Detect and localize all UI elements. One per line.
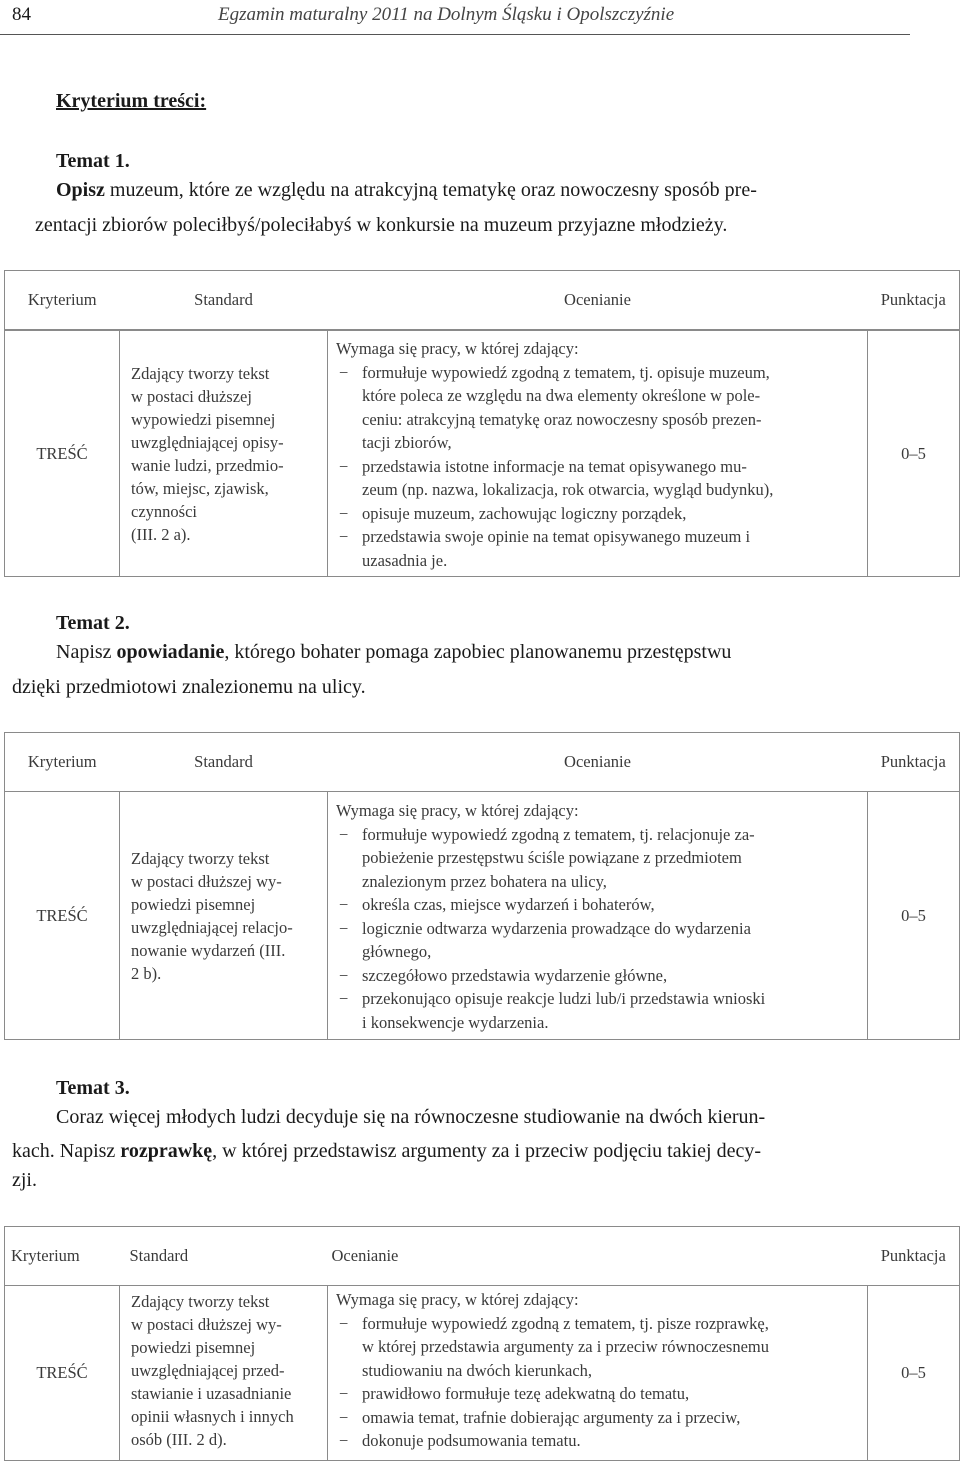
page-header [0,0,910,35]
list-item: − opisuje muzeum, zachowując logiczny porządek, [336,502,867,526]
col-kryterium: Kryterium [5,271,120,330]
topic-prompt: Coraz więcej młodych ludzi decyduje się na równoczesne studiowanie na dwóch kierun- [56,1106,766,1128]
list-item: − przekonująco opisuje reakcje ludzi lub/i przedstawia wnioski i konsekwencje wydarzenia. [336,987,867,1034]
col-ocenianie: Ocenianie [328,1227,868,1286]
table-row [5,1286,960,1461]
table-header-row [5,1227,960,1286]
list-item: − przedstawia swoje opinie na temat opisywanego muzeum i uzasadnia je. [336,525,867,572]
page-number: 84 [12,4,31,25]
topic-1 [56,147,916,205]
list-item: − szczegółowo przedstawia wydarzenie główne, [336,964,867,988]
criterion-cell: TREŚĆ [5,1286,120,1461]
col-ocenianie: Ocenianie [328,733,868,792]
topic-title: Temat 3. [56,1077,130,1099]
topic-title: Temat 2. [56,612,130,634]
criteria-table-3 [4,1226,960,1461]
list-item: − formułuje wypowiedź zgodną z tematem, tj. relacjonuje za- pobieżenie przestępstwu ściśle powiązane z przedmiotem znalezionym przez bohatera na ulicy, [336,823,867,894]
topic-3-line-2: kach. Napisz rozprawkę, w której przedstawisz argumenty za i przeciw podjęciu takiej decy- [12,1140,761,1162]
points-cell: 0–5 [868,1286,960,1461]
criteria-table-2 [4,732,960,1040]
list-item: − logicznie odtwarza wydarzenia prowadzące do wydarzenia głównego, [336,917,867,964]
grading-cell: Wymaga się pracy, w której zdający: − formułuje wypowiedź zgodną z tematem, tj. pisze rozprawkę, w której przedstawia argumenty za i przeciw równoczesnemu studiowaniu na dwóch kierunkach, − prawidłowo formułuje tezę adekwatną do tematu, − omawia temat, trafnie dobierając argumenty za i przeciw, − dokonuje podsumowania tematu. [328,1286,868,1461]
topic-2 [56,609,936,667]
standard-cell: Zdający tworzy tekst w postaci dłuższej wy- powiedzi pisemnej uwzględniającej przed- stawianie i uzasadnianie opinii własnych i innych osób (III. 2 d). [120,1286,328,1461]
topic-prompt: Napisz opowiadanie, którego bohater pomaga zapobiec planowanemu przestępstwu [56,641,732,663]
col-punktacja: Punktacja [868,271,960,330]
points-cell: 0–5 [868,331,960,577]
topic-3 [56,1074,936,1132]
grading-cell: Wymaga się pracy, w której zdający: − formułuje wypowiedź zgodną z tematem, tj. opisuje muzeum, które poleca ze względu na dwa elementy określone w pole- ceniu: atrakcyjną tematykę oraz nowoczesny sposób prezen- tacji zbiorów, − przedstawia istotne informacje na temat opisywanego mu- zeum (np. nazwa, lokalizacja, rok otwarcia, wygląd budynku), − opisuje muzeum, zachowując logiczny porządek, − przedstawia swoje opinie na temat opisywanego muzeum i uzasadnia je. [328,331,868,577]
criterion-cell: TREŚĆ [5,792,120,1040]
col-ocenianie: Ocenianie [328,271,868,330]
col-punktacja: Punktacja [868,733,960,792]
list-item: − formułuje wypowiedź zgodną z tematem, tj. pisze rozprawkę, w której przedstawia argumenty za i przeciw równoczesnemu studiowaniu na dwóch kierunkach, [336,1312,867,1383]
col-kryterium: Kryterium [5,1227,120,1286]
col-standard: Standard [120,1227,328,1286]
col-kryterium: Kryterium [5,733,120,792]
criterion-cell: TREŚĆ [5,331,120,577]
criteria-table-1 [4,270,960,577]
table-header-row [5,733,960,792]
running-title: Egzamin maturalny 2011 na Dolnym Śląsku i Opolszczyźnie [218,4,675,25]
table-row [5,792,960,1040]
table-header-row [5,271,960,330]
list-item: − przedstawia istotne informacje na temat opisywanego mu- zeum (np. nazwa, lokalizacja, rok otwarcia, wygląd budynku), [336,455,867,502]
points-cell: 0–5 [868,792,960,1040]
list-item: − dokonuje podsumowania tematu. [336,1429,867,1453]
grading-cell: Wymaga się pracy, w której zdający: − formułuje wypowiedź zgodną z tematem, tj. relacjonuje za- pobieżenie przestępstwu ściśle powiązane z przedmiotem znalezionym przez bohatera na ulicy, − określa czas, miejsce wydarzeń i bohaterów, − logicznie odtwarza wydarzenia prowadzące do wydarzenia głównego, − szczegółowo przedstawia wydarzenie główne, − przekonująco opisuje reakcje ludzi lub/i przedstawia wnioski i konsekwencje wydarzenia. [328,792,868,1040]
topic-2-line-2: dzięki przedmiotowi znalezionemu na ulicy. [12,676,366,698]
criterion-heading: Kryterium treści: [56,90,207,112]
list-item: − omawia temat, trafnie dobierając argumenty za i przeciw, [336,1406,867,1430]
list-item: − określa czas, miejsce wydarzeń i bohaterów, [336,893,867,917]
col-punktacja: Punktacja [868,1227,960,1286]
standard-cell: Zdający tworzy tekst w postaci dłuższej wypowiedzi pisemnej uwzględniającej opisy- wanie ludzi, przedmio- tów, miejsc, zjawisk, czynności (III. 2 a). [120,331,328,577]
topic-3-line-3: zji. [12,1169,37,1191]
topic-prompt: Opisz muzeum, które ze względu na atrakcyjną tematykę oraz nowoczesny sposób pre- [56,179,757,201]
table-row [5,331,960,577]
topic-title: Temat 1. [56,150,130,172]
col-standard: Standard [120,271,328,330]
list-item: − prawidłowo formułuje tezę adekwatną do tematu, [336,1382,867,1406]
standard-cell: Zdający tworzy tekst w postaci dłuższej wy- powiedzi pisemnej uwzględniającej relacjo- nowanie wydarzeń (III. 2 b). [120,792,328,1040]
list-item: − formułuje wypowiedź zgodną z tematem, tj. opisuje muzeum, które poleca ze względu na dwa elementy określone w pole- ceniu: atrakcyjną tematykę oraz nowoczesny sposób prezen- tacji zbiorów, [336,361,867,455]
topic-1-line-2: zentacji zbiorów poleciłbyś/poleciłabyś w konkursie na muzeum przyjazne młodzieży. [35,214,728,236]
col-standard: Standard [120,733,328,792]
